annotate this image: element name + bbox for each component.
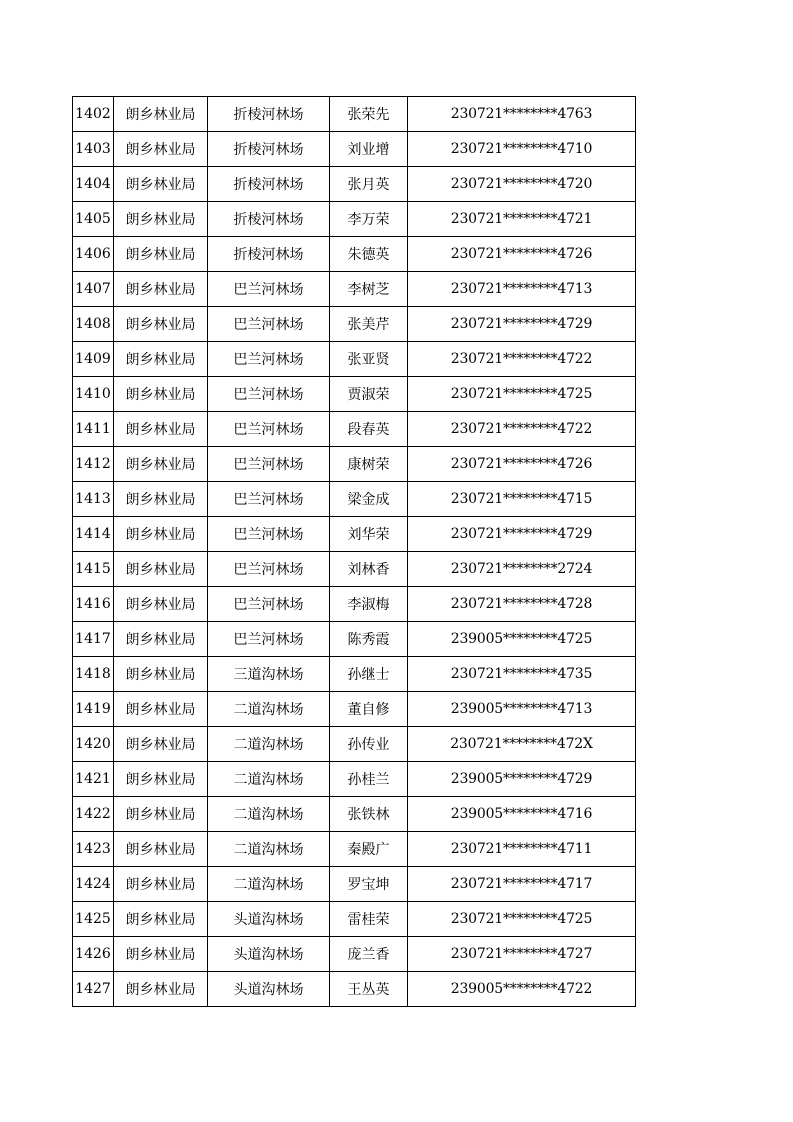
forestry-bureau-cell: 朗乡林业局 xyxy=(114,377,208,412)
person-name-cell: 王丛英 xyxy=(330,972,408,1007)
table-row xyxy=(73,762,636,797)
forestry-bureau-cell: 朗乡林业局 xyxy=(114,587,208,622)
row-number: 1421 xyxy=(73,762,114,797)
person-name-cell: 李树芝 xyxy=(330,272,408,307)
forestry-bureau-cell: 朗乡林业局 xyxy=(114,517,208,552)
id-number-cell: 230721********4721 xyxy=(408,202,636,237)
id-number-cell: 230721********4717 xyxy=(408,867,636,902)
id-number-cell: 230721********4710 xyxy=(408,132,636,167)
forest-farm-cell: 巴兰河林场 xyxy=(208,447,330,482)
forestry-bureau-cell: 朗乡林业局 xyxy=(114,97,208,132)
forest-farm-cell: 三道沟林场 xyxy=(208,657,330,692)
row-number: 1423 xyxy=(73,832,114,867)
forest-farm-cell: 二道沟林场 xyxy=(208,762,330,797)
id-number-cell: 230721********4735 xyxy=(408,657,636,692)
row-number: 1413 xyxy=(73,482,114,517)
forestry-bureau-cell: 朗乡林业局 xyxy=(114,237,208,272)
person-name-cell: 张铁林 xyxy=(330,797,408,832)
id-number-cell: 230721********4720 xyxy=(408,167,636,202)
id-number-cell: 230721********4726 xyxy=(408,237,636,272)
forestry-bureau-cell: 朗乡林业局 xyxy=(114,307,208,342)
id-number-cell: 230721********4729 xyxy=(408,517,636,552)
forest-farm-cell: 头道沟林场 xyxy=(208,937,330,972)
row-number: 1416 xyxy=(73,587,114,622)
person-name-cell: 刘业增 xyxy=(330,132,408,167)
table-row xyxy=(73,517,636,552)
id-number-cell: 230721********4713 xyxy=(408,272,636,307)
forestry-bureau-cell: 朗乡林业局 xyxy=(114,972,208,1007)
forest-farm-cell: 二道沟林场 xyxy=(208,832,330,867)
id-number-cell: 230721********4728 xyxy=(408,587,636,622)
table-row xyxy=(73,447,636,482)
person-name-cell: 张亚贤 xyxy=(330,342,408,377)
row-number: 1411 xyxy=(73,412,114,447)
forest-farm-cell: 巴兰河林场 xyxy=(208,622,330,657)
forest-farm-cell: 折棱河林场 xyxy=(208,167,330,202)
forest-farm-cell: 巴兰河林场 xyxy=(208,272,330,307)
forestry-bureau-cell: 朗乡林业局 xyxy=(114,727,208,762)
forest-farm-cell: 巴兰河林场 xyxy=(208,412,330,447)
id-number-cell: 230721********4725 xyxy=(408,902,636,937)
roster-table xyxy=(72,96,636,1007)
row-number: 1419 xyxy=(73,692,114,727)
table-row xyxy=(73,832,636,867)
forestry-bureau-cell: 朗乡林业局 xyxy=(114,447,208,482)
table-row xyxy=(73,867,636,902)
forestry-bureau-cell: 朗乡林业局 xyxy=(114,902,208,937)
row-number: 1403 xyxy=(73,132,114,167)
forestry-bureau-cell: 朗乡林业局 xyxy=(114,762,208,797)
person-name-cell: 陈秀霞 xyxy=(330,622,408,657)
forestry-bureau-cell: 朗乡林业局 xyxy=(114,867,208,902)
forest-farm-cell: 巴兰河林场 xyxy=(208,517,330,552)
table-row xyxy=(73,552,636,587)
forestry-bureau-cell: 朗乡林业局 xyxy=(114,482,208,517)
person-name-cell: 朱德英 xyxy=(330,237,408,272)
forest-farm-cell: 巴兰河林场 xyxy=(208,377,330,412)
forestry-bureau-cell: 朗乡林业局 xyxy=(114,657,208,692)
forest-farm-cell: 巴兰河林场 xyxy=(208,342,330,377)
forestry-bureau-cell: 朗乡林业局 xyxy=(114,552,208,587)
forestry-bureau-cell: 朗乡林业局 xyxy=(114,622,208,657)
id-number-cell: 230721********472X xyxy=(408,727,636,762)
row-number: 1402 xyxy=(73,97,114,132)
forest-farm-cell: 头道沟林场 xyxy=(208,972,330,1007)
roster-body xyxy=(73,97,636,1007)
forestry-bureau-cell: 朗乡林业局 xyxy=(114,202,208,237)
table-row xyxy=(73,377,636,412)
forestry-bureau-cell: 朗乡林业局 xyxy=(114,412,208,447)
person-name-cell: 董自修 xyxy=(330,692,408,727)
table-row xyxy=(73,132,636,167)
person-name-cell: 张荣先 xyxy=(330,97,408,132)
id-number-cell: 230721********4722 xyxy=(408,342,636,377)
forestry-bureau-cell: 朗乡林业局 xyxy=(114,692,208,727)
row-number: 1412 xyxy=(73,447,114,482)
forest-farm-cell: 折棱河林场 xyxy=(208,237,330,272)
forest-farm-cell: 二道沟林场 xyxy=(208,727,330,762)
table-row xyxy=(73,692,636,727)
row-number: 1410 xyxy=(73,377,114,412)
forest-farm-cell: 二道沟林场 xyxy=(208,797,330,832)
forestry-bureau-cell: 朗乡林业局 xyxy=(114,272,208,307)
id-number-cell: 230721********4725 xyxy=(408,377,636,412)
person-name-cell: 李淑梅 xyxy=(330,587,408,622)
forest-farm-cell: 巴兰河林场 xyxy=(208,307,330,342)
person-name-cell: 罗宝坤 xyxy=(330,867,408,902)
person-name-cell: 孙传业 xyxy=(330,727,408,762)
person-name-cell: 贾淑荣 xyxy=(330,377,408,412)
person-name-cell: 雷桂荣 xyxy=(330,902,408,937)
table-row xyxy=(73,272,636,307)
row-number: 1409 xyxy=(73,342,114,377)
forestry-bureau-cell: 朗乡林业局 xyxy=(114,797,208,832)
forest-farm-cell: 巴兰河林场 xyxy=(208,587,330,622)
person-name-cell: 张月英 xyxy=(330,167,408,202)
row-number: 1420 xyxy=(73,727,114,762)
table-row xyxy=(73,342,636,377)
forest-farm-cell: 折棱河林场 xyxy=(208,97,330,132)
id-number-cell: 230721********4722 xyxy=(408,412,636,447)
person-name-cell: 张美芹 xyxy=(330,307,408,342)
person-name-cell: 刘华荣 xyxy=(330,517,408,552)
forest-farm-cell: 二道沟林场 xyxy=(208,867,330,902)
table-row xyxy=(73,97,636,132)
id-number-cell: 230721********4727 xyxy=(408,937,636,972)
person-name-cell: 李万荣 xyxy=(330,202,408,237)
person-name-cell: 孙桂兰 xyxy=(330,762,408,797)
table-row xyxy=(73,587,636,622)
forest-farm-cell: 头道沟林场 xyxy=(208,902,330,937)
row-number: 1427 xyxy=(73,972,114,1007)
row-number: 1426 xyxy=(73,937,114,972)
row-number: 1425 xyxy=(73,902,114,937)
forest-farm-cell: 折棱河林场 xyxy=(208,132,330,167)
table-row xyxy=(73,412,636,447)
row-number: 1417 xyxy=(73,622,114,657)
table-row xyxy=(73,167,636,202)
id-number-cell: 230721********4726 xyxy=(408,447,636,482)
row-number: 1406 xyxy=(73,237,114,272)
forest-farm-cell: 巴兰河林场 xyxy=(208,482,330,517)
table-row xyxy=(73,972,636,1007)
id-number-cell: 230721********4715 xyxy=(408,482,636,517)
id-number-cell: 239005********4729 xyxy=(408,762,636,797)
forestry-bureau-cell: 朗乡林业局 xyxy=(114,832,208,867)
table-row xyxy=(73,237,636,272)
forest-farm-cell: 巴兰河林场 xyxy=(208,552,330,587)
row-number: 1418 xyxy=(73,657,114,692)
person-name-cell: 梁金成 xyxy=(330,482,408,517)
table-row xyxy=(73,482,636,517)
forestry-bureau-cell: 朗乡林业局 xyxy=(114,937,208,972)
table-row xyxy=(73,937,636,972)
forest-farm-cell: 折棱河林场 xyxy=(208,202,330,237)
row-number: 1414 xyxy=(73,517,114,552)
forestry-bureau-cell: 朗乡林业局 xyxy=(114,167,208,202)
row-number: 1405 xyxy=(73,202,114,237)
person-name-cell: 庞兰香 xyxy=(330,937,408,972)
id-number-cell: 239005********4722 xyxy=(408,972,636,1007)
row-number: 1407 xyxy=(73,272,114,307)
table-row xyxy=(73,797,636,832)
table-row xyxy=(73,307,636,342)
forest-farm-cell: 二道沟林场 xyxy=(208,692,330,727)
id-number-cell: 239005********4713 xyxy=(408,692,636,727)
row-number: 1415 xyxy=(73,552,114,587)
id-number-cell: 230721********2724 xyxy=(408,552,636,587)
table-row xyxy=(73,622,636,657)
row-number: 1422 xyxy=(73,797,114,832)
table-row xyxy=(73,657,636,692)
row-number: 1424 xyxy=(73,867,114,902)
person-name-cell: 秦殿广 xyxy=(330,832,408,867)
row-number: 1404 xyxy=(73,167,114,202)
id-number-cell: 239005********4716 xyxy=(408,797,636,832)
id-number-cell: 230721********4763 xyxy=(408,97,636,132)
person-name-cell: 孙继士 xyxy=(330,657,408,692)
person-name-cell: 段春英 xyxy=(330,412,408,447)
table-row xyxy=(73,902,636,937)
person-name-cell: 康树荣 xyxy=(330,447,408,482)
forestry-bureau-cell: 朗乡林业局 xyxy=(114,342,208,377)
table-row xyxy=(73,727,636,762)
table-row xyxy=(73,202,636,237)
id-number-cell: 239005********4725 xyxy=(408,622,636,657)
id-number-cell: 230721********4729 xyxy=(408,307,636,342)
person-name-cell: 刘林香 xyxy=(330,552,408,587)
id-number-cell: 230721********4711 xyxy=(408,832,636,867)
forestry-bureau-cell: 朗乡林业局 xyxy=(114,132,208,167)
row-number: 1408 xyxy=(73,307,114,342)
